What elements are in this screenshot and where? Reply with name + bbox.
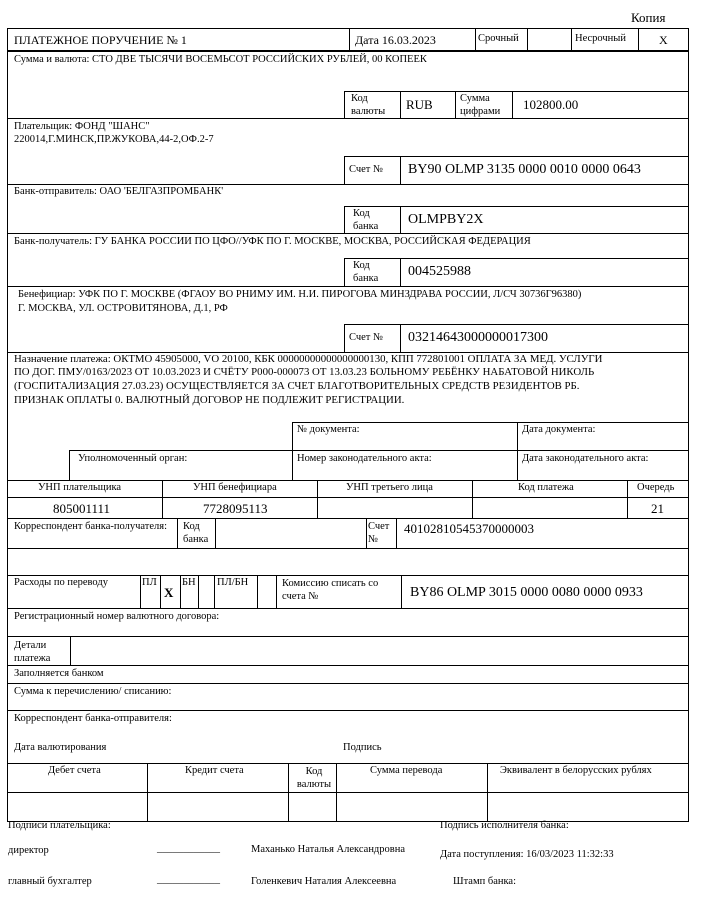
purpose-line1: Назначение платежа: ОКТМО 45905000, VO 20100, КБК 00000000000000000130, КПП 772801001 ОПЛАТА ЗА МЕД. УСЛУГИ [14,353,603,365]
divider [344,156,345,184]
purpose-line2: ПО ДОГ. ПМУ/0163/2023 ОТ 10.03.2023 И СЧЁТУ Р000-000073 ОТ 13.03.23 БОЛЬНОМУ РЕБЁНКУ НАБАТОВОЙ НИКОЛЬ [14,366,595,378]
divider [472,480,473,518]
divider [517,422,518,480]
divider [180,575,181,608]
divider [147,763,148,822]
divider [7,184,689,185]
divider [7,480,689,481]
divider [214,575,215,608]
accountant-name: Голенкевич Наталия Алексеевна [251,876,397,887]
amount-digits-label: Сумма цифрами [460,93,501,117]
copy-label: Копия [631,10,666,25]
divider [160,575,161,608]
commission-account: BY86 OLMP 3015 0000 0080 0000 0933 [410,585,643,600]
divider [7,233,689,234]
unp-payer: 805001111 [53,501,111,516]
divider [317,480,318,518]
transfer-sum-label: Сумма к перечислению/ списанию: [14,686,172,697]
doc-date-label: Дата документа: [522,424,596,435]
divider [7,118,689,119]
divider [455,91,456,118]
receiver-bank-code: 004525988 [408,264,471,279]
sender-bank-code-label: Код банка [353,208,379,232]
authority-label: Уполномоченный орган: [78,453,188,464]
divider [198,575,199,608]
divider [7,636,689,637]
divider [7,763,689,764]
receiver-bank-code-label: Код банка [353,260,379,284]
accountant-signature-line: ____________ [157,874,220,885]
queue-value: 21 [651,501,664,516]
divider [475,28,476,51]
beneficiary-line2: Г. МОСКВА, УЛ. ОСТРОВИТЯНОВА, Д.1, РФ [18,303,228,314]
correspondent-account-label: Счет № [368,521,390,545]
divider [7,497,689,498]
document-title: ПЛАТЕЖНОЕ ПОРУЧЕНИЕ № 1 [14,33,187,47]
divider [7,710,689,711]
divider [396,518,397,548]
correspondent-account: 40102810545370000003 [404,521,534,536]
table-header-sum: Сумма перевода [370,765,443,776]
non-urgent-label: Несрочный [575,33,626,44]
divider [7,575,689,576]
payer-line [14,121,150,132]
bank-signature-label: Подпись исполнителя банка: [440,820,569,831]
table-header-credit: Кредит счета [185,765,244,776]
divider [344,91,345,118]
urgent-label: Срочный [478,33,519,44]
divider [344,156,689,157]
divider [288,763,289,822]
beneficiary-account-label: Счет № [349,332,384,343]
divider [344,324,345,352]
divider [7,665,689,666]
amount-digits: 102800.00 [523,97,579,112]
payer-account-label: Счет № [349,164,384,175]
payer-name: ФОНД "ШАНС" [74,121,150,132]
currency-code: RUB [406,97,433,112]
divider [401,575,402,608]
divider [177,518,178,548]
divider [292,422,689,423]
unp-beneficiary-label: УНП бенефициара [193,482,277,493]
divider [366,518,367,548]
divider [527,28,528,51]
unp-third-label: УНП третьего лица [346,482,433,493]
queue-label: Очередь [637,482,675,493]
divider [7,286,689,287]
unp-beneficiary: 7728095113 [203,501,268,516]
correspondent-code-label: Код банка [183,521,209,545]
divider [627,480,628,518]
payer-account: BY90 OLMP 3135 0000 0010 0000 0643 [408,162,641,177]
doc-number-label: № документа: [297,424,360,435]
received-date: Дата поступления: 16/03/2023 11:32:33 [440,849,614,860]
divider [400,91,401,118]
commission-label: Комиссию списать со счета № [282,578,379,602]
divider [69,450,689,451]
sender-bank: Банк-отправитель: ОАО 'БЕЛГАЗПРОМБАНК' [14,186,224,197]
divider [400,206,401,233]
accountant-label: главный бухгалтер [8,876,92,887]
divider [344,206,345,233]
document-date: Дата 16.03.2023 [355,33,436,47]
divider [344,324,689,325]
payer-label: Плательщик: [14,121,73,132]
divider [276,575,277,608]
divider [292,422,293,480]
table-header-debit: Дебет счета [48,765,101,776]
fees-bn: БН [182,577,196,588]
divider [487,763,488,822]
signature-label: Подпись [343,742,382,753]
payer-address: 220014,Г.МИНСК,ПР.ЖУКОВА,44-2,ОФ.2-7 [14,134,214,145]
divider [400,258,401,286]
value-date-label: Дата валютирования [14,742,107,753]
divider [162,480,163,518]
table-header-equivalent: Эквивалент в белорусских рублях [500,765,652,776]
director-name: Маханько Наталья Александровна [251,844,406,855]
fees-pl: ПЛ [142,577,157,588]
divider [512,91,513,118]
beneficiary-line1: Бенефициар: УФК ПО Г. МОСКВЕ (ФГАОУ ВО РНИМУ ИМ. Н.И. ПИРОГОВА МИНЗДРАВА РОССИИ, Л/СЧ 30736Г96380) [18,289,582,300]
divider [7,683,689,684]
divider [638,28,639,51]
divider [7,608,689,609]
act-number-label: Номер законодательного акта: [297,453,432,464]
amount-words: Сумма и валюта: СТО ДВЕ ТЫСЯЧИ ВОСЕМЬСОТ РОССИЙСКИХ РУБЛЕЙ, 00 КОПЕЕК [14,54,427,65]
act-date-label: Дата законодательного акта: [522,453,649,464]
bank-stamp-label: Штамп банка: [453,876,516,887]
divider [336,763,337,822]
divider [140,575,141,608]
divider [400,156,401,184]
payment-code-label: Код платежа [518,482,574,493]
fees-plbn: ПЛ/БН [217,577,249,588]
divider [571,28,572,51]
divider [257,575,258,608]
table-header-currency: Код валюты [296,766,332,790]
divider [400,324,401,352]
payer-signatures-label: Подписи плательщика: [8,820,111,831]
divider [7,518,689,519]
director-signature-line: ____________ [157,843,220,854]
director-label: директор [8,845,49,856]
divider [69,450,70,480]
currency-code-label: Код валюты [351,93,386,117]
details-label: Детали платежа [14,640,51,664]
purpose-line3: (ГОСПИТАЛИЗАЦИЯ 27.03.23) ОСУЩЕСТВЛЯЕТСЯ ЗА СЧЕТ БЛАГОТВОРИТЕЛЬНЫХ СРЕДСТВ РЕЗИДЕНТОВ РБ. [14,380,580,392]
sender-correspondent-label: Корреспондент банка-отправителя: [14,713,172,724]
beneficiary-account: 03214643000000017300 [408,330,548,345]
purpose-line4: ПРИЗНАК ОПЛАТЫ 0. ВАЛЮТНЫЙ ДОГОВОР НЕ ПОДЛЕЖИТ РЕГИСТРАЦИИ. [14,394,405,406]
sender-bank-code: OLMPBY2X [408,212,484,227]
registration-label: Регистрационный номер валютного договора: [14,611,220,622]
divider [7,548,689,549]
divider [215,518,216,548]
divider [7,792,689,793]
receiver-bank: Банк-получатель: ГУ БАНКА РОССИИ ПО ЦФО//УФК ПО Г. МОСКВЕ, МОСКВА, РОССИЙСКАЯ ФЕДЕРАЦИЯ [14,236,531,247]
divider [349,28,350,51]
divider [344,258,345,286]
non-urgent-mark: X [659,33,668,47]
bank-filled-label: Заполняется банком [14,668,104,679]
divider [70,636,71,665]
fees-label: Расходы по переводу [14,577,108,588]
fees-pl-mark: X [164,585,174,600]
correspondent-label: Корреспондент банка-получателя: [14,521,167,532]
unp-payer-label: УНП плательщика [38,482,122,493]
